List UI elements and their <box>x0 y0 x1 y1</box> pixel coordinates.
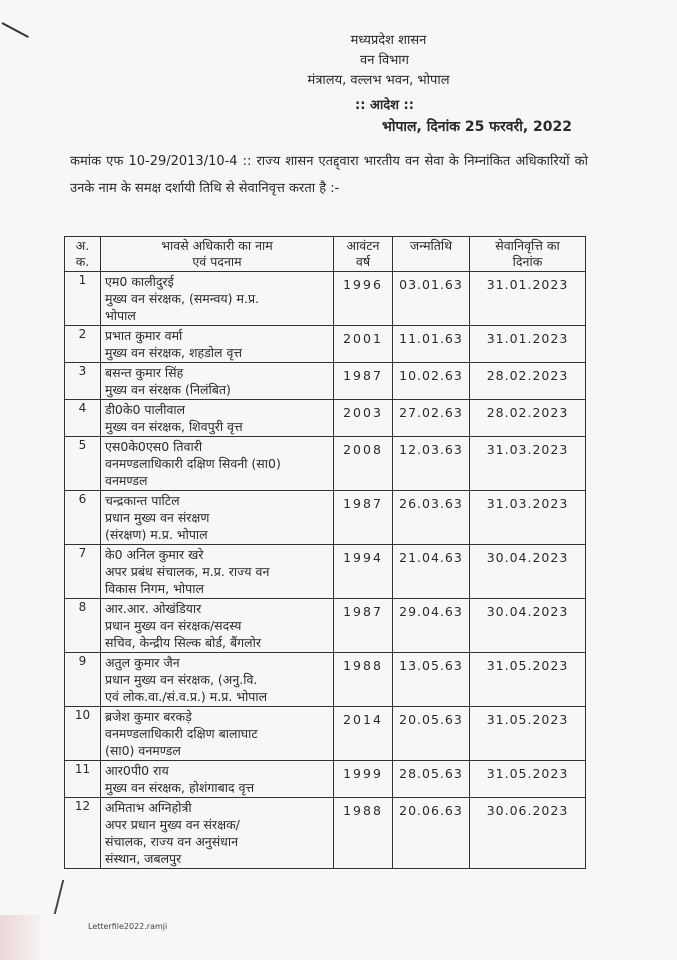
serial-number: 1 <box>65 272 101 326</box>
retirement-date: 28.02.2023 <box>470 400 586 437</box>
officer-designation: सचिव, केन्द्रीय सिल्क बोर्ड, बैंगलोर <box>105 635 261 650</box>
officer-name: एस0के0एस0 तिवारी <box>105 439 203 454</box>
officer-name: अतुल कुमार जैन <box>105 655 180 670</box>
retirement-date: 28.02.2023 <box>470 363 586 400</box>
retirement-date: 31.03.2023 <box>470 437 586 491</box>
date-of-birth: 27.02.63 <box>393 400 470 437</box>
allotment-year: 1987 <box>334 363 393 400</box>
serial-number: 7 <box>65 545 101 599</box>
officer-designation: मुख्य वन संरक्षक, (समन्वय) म.प्र. <box>105 291 260 306</box>
officer-designation: वनमण्डलाधिकारी दक्षिण बालाघाट <box>105 726 258 741</box>
table-row <box>65 545 586 599</box>
table-row <box>65 400 586 437</box>
date-of-birth: 29.04.63 <box>393 599 470 653</box>
date-of-birth: 20.05.63 <box>393 707 470 761</box>
date-of-birth: 13.05.63 <box>393 653 470 707</box>
retirement-date: 31.03.2023 <box>470 491 586 545</box>
officer-name-designation <box>101 363 334 400</box>
officer-designation: वनमण्डल <box>105 473 148 488</box>
serial-number: 2 <box>65 326 101 363</box>
officer-designation: प्रधान मुख्य वन संरक्षक, (अनु.वि. <box>105 672 258 687</box>
officer-designation: मुख्य वन संरक्षक, शहडोल वृत्त <box>105 345 243 360</box>
table-row <box>65 363 586 400</box>
retirement-date: 30.06.2023 <box>470 798 586 869</box>
date-of-birth: 26.03.63 <box>393 491 470 545</box>
serial-number: 3 <box>65 363 101 400</box>
order-title: :: आदेश :: <box>355 98 414 113</box>
serial-number: 12 <box>65 798 101 869</box>
date-of-birth: 28.05.63 <box>393 761 470 798</box>
serial-number: 8 <box>65 599 101 653</box>
allotment-year: 1996 <box>334 272 393 326</box>
officer-designation: अपर प्रधान मुख्य वन संरक्षक/ <box>105 817 240 832</box>
retirement-date: 31.01.2023 <box>470 272 586 326</box>
department-name: वन विभाग <box>360 53 409 68</box>
retirement-date: 31.01.2023 <box>470 326 586 363</box>
allotment-year: 1988 <box>334 653 393 707</box>
officer-name-designation <box>101 437 334 491</box>
officer-name-designation <box>101 599 334 653</box>
serial-number: 10 <box>65 707 101 761</box>
table-row <box>65 653 586 707</box>
header-name: भावसे अधिकारी का नाम एवं पदनाम <box>101 237 334 272</box>
allotment-year: 1988 <box>334 798 393 869</box>
officer-name: डी0के0 पालीवाल <box>105 402 186 417</box>
officer-name-designation <box>101 400 334 437</box>
officer-name: चन्द्रकान्त पाटिल <box>105 493 180 508</box>
officer-name: एम0 कालीदुरई <box>105 274 174 289</box>
table-header-row <box>65 237 586 272</box>
allotment-year: 1987 <box>334 599 393 653</box>
officer-designation: अपर प्रबंध संचालक, म.प्र. राज्य वन <box>105 564 270 579</box>
date-of-birth: 11.01.63 <box>393 326 470 363</box>
order-paragraph: कमांक एफ 10-29/2013/10-4 :: राज्य शासन एतद्द्वारा भारतीय वन सेवा के निम्नांकित अधिकारियों को उनके नाम के समक्ष दर्शायी तिथि से सेवानिवृत्त करता है :- <box>70 154 588 196</box>
scan-smudge <box>0 915 40 960</box>
file-reference: Letterfile2022.ramji <box>88 922 168 931</box>
serial-number: 5 <box>65 437 101 491</box>
officer-designation: विकास निगम, भोपाल <box>105 581 204 596</box>
officer-name-designation <box>101 707 334 761</box>
pen-mark <box>2 22 29 38</box>
officer-name-designation <box>101 653 334 707</box>
officer-designation: संचालक, राज्य वन अनुसंधान <box>105 834 239 849</box>
officer-designation: भोपाल <box>105 308 136 323</box>
officer-name: आर.आर. ओखंडियार <box>105 601 202 616</box>
officer-name: प्रभात कुमार वर्मा <box>105 328 183 343</box>
officer-name-designation <box>101 798 334 869</box>
serial-number: 11 <box>65 761 101 798</box>
allotment-year: 2001 <box>334 326 393 363</box>
header-dob: जन्मतिथि <box>393 237 470 272</box>
header-serial: अ. क. <box>65 237 101 272</box>
allotment-year: 1987 <box>334 491 393 545</box>
retirement-date: 31.05.2023 <box>470 653 586 707</box>
retirement-date: 31.05.2023 <box>470 707 586 761</box>
officer-designation: मुख्य वन संरक्षक, शिवपुरी वृत्त <box>105 419 243 434</box>
retirement-date: 30.04.2023 <box>470 599 586 653</box>
officer-name-designation <box>101 491 334 545</box>
retirement-date: 30.04.2023 <box>470 545 586 599</box>
officer-name-designation <box>101 326 334 363</box>
officer-name: बसन्त कुमार सिंह <box>105 365 184 380</box>
officer-designation: प्रधान मुख्य वन संरक्षक/सदस्य <box>105 618 242 633</box>
allotment-year: 1999 <box>334 761 393 798</box>
officer-designation: संस्थान, जबलपुर <box>105 851 182 866</box>
officer-name: अमिताभ अग्निहोत्री <box>105 800 192 815</box>
table-row <box>65 707 586 761</box>
officer-designation: मुख्य वन संरक्षक, होशंगाबाद वृत्त <box>105 780 255 795</box>
serial-number: 4 <box>65 400 101 437</box>
retirement-date: 31.05.2023 <box>470 761 586 798</box>
allotment-year: 2014 <box>334 707 393 761</box>
table-row <box>65 491 586 545</box>
officer-name: के0 अनिल कुमार खरे <box>105 547 204 562</box>
allotment-year: 1994 <box>334 545 393 599</box>
officer-designation: (संरक्षण) म.प्र. भोपाल <box>105 527 208 542</box>
officer-designation: एवं लोक.वा./सं.व.प्र.) म.प्र. भोपाल <box>105 689 268 704</box>
order-dateline: भोपाल, दिनांक 25 फरवरी, 2022 <box>382 119 572 135</box>
serial-number: 6 <box>65 491 101 545</box>
officer-name: ब्रजेश कुमार बरकड़े <box>105 709 192 724</box>
table-row <box>65 326 586 363</box>
table-row <box>65 599 586 653</box>
table-row <box>65 272 586 326</box>
allotment-year: 2003 <box>334 400 393 437</box>
officer-designation: प्रधान मुख्य वन संरक्षण <box>105 510 210 525</box>
date-of-birth: 20.06.63 <box>393 798 470 869</box>
header-allotment-year: आवंटन वर्ष <box>334 237 393 272</box>
date-of-birth: 10.02.63 <box>393 363 470 400</box>
date-of-birth: 03.01.63 <box>393 272 470 326</box>
officer-name-designation <box>101 272 334 326</box>
date-of-birth: 21.04.63 <box>393 545 470 599</box>
retirement-table <box>64 236 586 869</box>
serial-number: 9 <box>65 653 101 707</box>
officer-name: आर0पी0 राय <box>105 763 169 778</box>
header-retirement: सेवानिवृत्ति का दिनांक <box>470 237 586 272</box>
officer-designation: (सा0) वनमण्डल <box>105 743 181 758</box>
office-address: मंत्रालय, वल्लभ भवन, भोपाल <box>307 73 450 88</box>
government-name: मध्यप्रदेश शासन <box>350 33 427 48</box>
officer-name-designation <box>101 761 334 798</box>
table-row <box>65 437 586 491</box>
signature-mark <box>54 880 80 914</box>
officer-designation: मुख्य वन संरक्षक (निलंबित) <box>105 382 231 397</box>
officer-name-designation <box>101 545 334 599</box>
table-row <box>65 798 586 869</box>
table-row <box>65 761 586 798</box>
officer-designation: वनमण्डलाधिकारी दक्षिण सिवनी (सा0) <box>105 456 281 471</box>
allotment-year: 2008 <box>334 437 393 491</box>
date-of-birth: 12.03.63 <box>393 437 470 491</box>
